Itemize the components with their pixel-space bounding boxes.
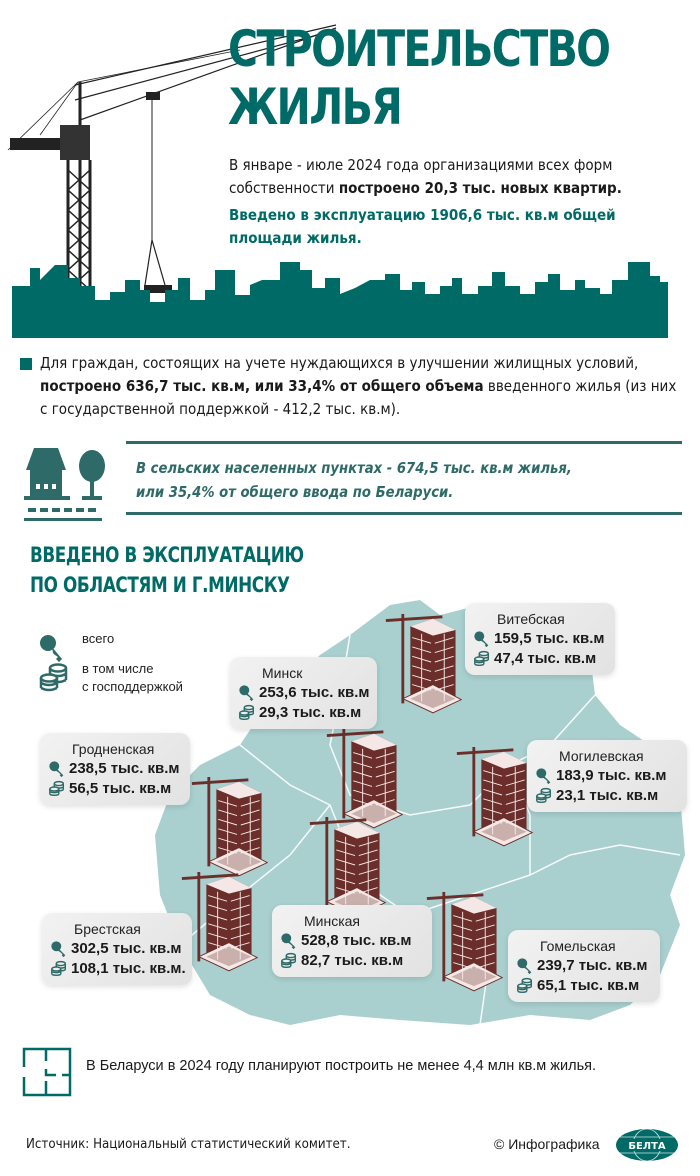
rural-text: В сельских населенных пунктах - 674,5 тыс. кв.м жилья, или 35,4% от общего ввода по Беларуси.	[136, 459, 572, 501]
key-icon	[516, 957, 534, 975]
legend-key-icon	[38, 633, 64, 663]
legend-total-label: всего	[82, 631, 115, 646]
region-support: 108,1 тыс. кв.м.	[71, 960, 186, 977]
page-title: СТРОИТЕЛЬСТВО ЖИЛЬЯ	[228, 20, 610, 136]
region-total: 238,5 тыс. кв.м	[69, 760, 180, 777]
callout-vitebsk	[465, 603, 615, 675]
key-icon	[473, 630, 491, 648]
coins-icon	[280, 952, 298, 970]
region-support: 47,4 тыс. кв.м	[494, 650, 597, 667]
key-icon	[280, 932, 298, 950]
coins-icon	[48, 780, 66, 798]
region-name: Гомельская	[540, 938, 616, 954]
coins-icon	[50, 960, 68, 978]
region-name: Минская	[304, 913, 361, 929]
legend-coins-icon	[38, 662, 70, 692]
coins-icon	[516, 977, 534, 995]
callout-minsk-city	[230, 657, 377, 729]
divider-bottom	[126, 512, 682, 515]
region-support: 23,1 тыс. кв.м	[556, 787, 659, 804]
citizens-paragraph: Для граждан, состоящих на учете нуждающихся в улучшении жилищных условий, построено 636,7 тыс. кв.м, или 33,4% от общего объема введенного жилья (из них с государственной поддержкой - 412,2 тыс. кв.м).	[40, 354, 677, 418]
building-icon-vitebsk	[384, 607, 464, 717]
key-icon	[48, 760, 66, 778]
region-name: Минск	[262, 665, 303, 681]
intro-highlight: Введено в эксплуатацию 1906,6 тыс. кв.м общей площади жилья.	[229, 206, 616, 247]
region-support: 56,5 тыс. кв.м	[69, 780, 172, 797]
region-total: 183,9 тыс. кв.м	[556, 767, 667, 784]
key-icon	[238, 684, 256, 702]
callout-grodno	[40, 733, 190, 805]
region-total: 253,6 тыс. кв.м	[259, 684, 370, 701]
callout-gomel	[508, 930, 660, 1002]
region-total: 159,5 тыс. кв.м	[494, 630, 605, 647]
building-icon-mogilev	[455, 740, 535, 850]
coins-icon	[473, 650, 491, 668]
plan-text: В Беларуси в 2024 году планируют построить не менее 4,4 млн кв.м жилья.	[86, 1058, 596, 1074]
intro-text: В январе - июле 2024 года организациями всех форм собственности построено 20,3 тыс. новых квартир. Введено в эксплуатацию 1906,6 тыс. кв.м общей площади жилья.	[229, 154, 679, 250]
coins-icon	[535, 787, 553, 805]
region-total: 302,5 тыс. кв.м	[71, 940, 182, 957]
region-name: Могилевская	[559, 748, 644, 764]
region-name: Гродненская	[72, 741, 155, 757]
building-icon-grodno	[190, 770, 270, 880]
building-icon-brest	[180, 865, 260, 975]
rural-house-icon	[22, 446, 117, 524]
key-icon	[50, 940, 68, 958]
copyright-text: © Инфографика	[494, 1136, 600, 1152]
divider-top	[126, 441, 682, 444]
building-icon-gomel	[425, 885, 505, 995]
coins-icon	[238, 704, 256, 722]
source-text: Источник: Национальный статистический комитет.	[26, 1136, 351, 1152]
floor-plan-icon	[22, 1047, 72, 1097]
callout-mogilev	[527, 740, 687, 812]
region-total: 239,7 тыс. кв.м	[537, 957, 648, 974]
belta-logo	[614, 1127, 680, 1163]
bullet-square	[20, 358, 32, 370]
callout-brest	[42, 913, 192, 985]
callout-minsk-region	[272, 905, 432, 977]
region-support: 65,1 тыс. кв.м	[537, 977, 640, 994]
region-name: Брестская	[74, 921, 141, 937]
city-skyline-illustration	[0, 250, 700, 340]
building-icon-minsk-region	[308, 810, 388, 920]
region-name: Витебская	[497, 611, 565, 627]
region-support: 29,3 тыс. кв.м	[259, 704, 362, 721]
region-total: 528,8 тыс. кв.м	[301, 932, 412, 949]
section-title: ВВЕДЕНО В ЭКСПЛУАТАЦИЮ ПО ОБЛАСТЯМ И Г.МИНСКУ	[30, 543, 304, 597]
key-icon	[535, 767, 553, 785]
region-support: 82,7 тыс. кв.м	[301, 952, 404, 969]
legend-support-label: в том числе с господдержкой	[82, 661, 183, 694]
svg-text:БЕЛТА: БЕЛТА	[628, 1141, 666, 1152]
